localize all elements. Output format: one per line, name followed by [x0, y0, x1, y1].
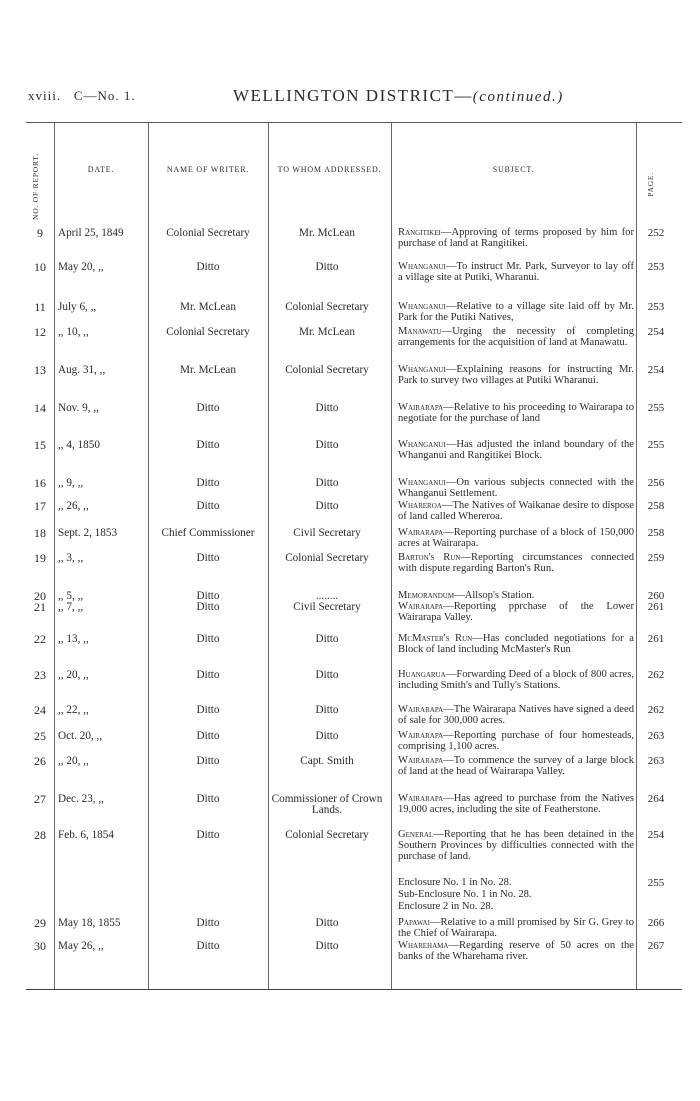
- subject-cell: [398, 528, 634, 550]
- addressee-cell: Mr. McLean: [299, 227, 355, 239]
- subject-heading: Manawatu: [398, 326, 442, 337]
- header-ref: C—No. 1.: [73, 88, 136, 103]
- subject-cell: [398, 262, 634, 284]
- subject-text: —Has agreed to purchase from the Natives 19,000 acres, including the site of Featherstone.: [398, 793, 634, 815]
- subject-heading: Papawai: [398, 917, 430, 928]
- subject-heading: Wairarapa: [398, 755, 444, 766]
- subject-heading: McMaster's Run: [398, 633, 473, 644]
- writer-cell: Ditto: [196, 829, 220, 841]
- page-number: 264: [647, 793, 665, 805]
- subject-text: —On various subjects connected with the Whanganui Settlement.: [398, 477, 634, 499]
- subject-text: Enclosure 2 in No. 28.: [398, 901, 494, 912]
- subject-heading: Rangitikei: [398, 227, 441, 238]
- subject-heading: Wairarapa: [398, 601, 444, 612]
- writer-cell: Ditto: [196, 500, 220, 512]
- subject-text: —The Natives of Waikanae desire to dispose of land called Whereroa.: [398, 500, 634, 522]
- subject-text: —Urging the necessity of completing arrangements for the acquisition of land at Manawatu.: [398, 326, 634, 348]
- addressee-cell: Colonial Secretary: [285, 829, 369, 841]
- writer-cell: Colonial Secretary: [166, 227, 250, 239]
- writer-cell: Ditto: [196, 755, 220, 767]
- writer-cell: Chief Commissioner: [161, 527, 255, 539]
- writer-cell: Ditto: [196, 940, 220, 952]
- writer-cell: Mr. McLean: [180, 301, 236, 313]
- writer-cell: Ditto: [196, 669, 220, 681]
- subject-heading: Wairarapa: [398, 704, 444, 715]
- column-header-to: TO WHOM ADDRESSED.: [277, 165, 382, 174]
- report-number: 15: [34, 438, 46, 452]
- page-number: 262: [647, 669, 665, 681]
- subject-text: —Relative to his proceeding to Wairarapa to negotiate for the purchase of land: [398, 402, 634, 424]
- writer-cell: Ditto: [196, 601, 220, 613]
- writer-cell: Ditto: [196, 633, 220, 645]
- subject-heading: Wairarapa: [398, 793, 444, 804]
- addressee-cell: Colonial Secretary: [285, 552, 369, 564]
- subject-cell: [398, 602, 634, 624]
- writer-cell: Mr. McLean: [180, 364, 236, 376]
- date-cell: ,, 26, ,,: [58, 500, 89, 512]
- subject-cell: [398, 553, 634, 575]
- addressee-cell: Ditto: [315, 633, 339, 645]
- report-number: 16: [34, 476, 46, 490]
- page-number: 254: [647, 364, 665, 376]
- addressee-cell: Ditto: [315, 730, 339, 742]
- date-cell: May 20, ,,: [58, 261, 104, 273]
- writer-cell: Ditto: [196, 730, 220, 742]
- addressee-cell: Ditto: [315, 669, 339, 681]
- page-number: 255: [647, 877, 665, 889]
- writer-cell: Ditto: [196, 704, 220, 716]
- page-number: 259: [647, 552, 665, 564]
- column-header-page: PAGE.: [646, 172, 655, 197]
- date-cell: Feb. 6, 1854: [58, 829, 114, 841]
- subject-text: —Relative to a village site laid off by Mr. Park for the Putiki Natives,: [398, 301, 634, 323]
- subject-text: —Reporting circumstances connected with dispute regarding Barton's Run.: [398, 552, 634, 574]
- subject-text: —Reporting that he has been detained in the Southern Provinces by difficulties connected with the purchase of land.: [398, 829, 634, 862]
- page-number: 253: [647, 301, 665, 313]
- page-number: 258: [647, 500, 665, 512]
- date-cell: ,, 20, ,,: [58, 669, 89, 681]
- date-cell: ,, 20, ,,: [58, 755, 89, 767]
- subject-cell: [398, 794, 634, 816]
- subject-heading: Whanganui: [398, 301, 446, 312]
- page-number: 253: [647, 261, 665, 273]
- addressee-cell: Capt. Smith: [300, 755, 354, 767]
- subject-heading: Wharehama: [398, 940, 449, 951]
- date-cell: ,, 9, ,,: [58, 477, 84, 489]
- table-bottom-rule: [26, 989, 682, 990]
- date-cell: Aug. 31, ,,: [58, 364, 106, 376]
- page-number: 252: [647, 227, 665, 239]
- subject-heading: Whanganui: [398, 364, 446, 375]
- date-cell: ,, 5, ,,: [58, 590, 84, 602]
- page-number: 258: [647, 527, 665, 539]
- header-left: [28, 88, 136, 104]
- subject-text: —Reporting purchase of a block of 150,000 acres at Wairarapa.: [398, 527, 634, 549]
- report-number: 14: [34, 401, 46, 415]
- date-cell: Dec. 23, ,,: [58, 793, 104, 805]
- subject-cell: [398, 501, 634, 523]
- date-cell: ,, 7, ,,: [58, 601, 84, 613]
- date-cell: Nov. 9, ,,: [58, 402, 99, 414]
- subject-text: —Has concluded negotiations for a Block of land including McMaster's Run: [398, 633, 634, 655]
- addressee-cell: Ditto: [315, 439, 339, 451]
- date-cell: Oct. 20, ,,: [58, 730, 103, 742]
- report-number: 25: [34, 729, 46, 743]
- writer-cell: Colonial Secretary: [166, 326, 250, 338]
- subject-text: —To instruct Mr. Park, Surveyor to lay off a village site at Putiki, Wharanui.: [398, 261, 634, 283]
- addressee-cell: Ditto: [315, 704, 339, 716]
- report-number: 11: [34, 300, 46, 314]
- column-header-subject: SUBJECT.: [492, 165, 535, 174]
- subject-heading: Barton's Run: [398, 552, 461, 563]
- subject-cell: [398, 228, 634, 250]
- addressee-cell: Ditto: [315, 477, 339, 489]
- table-top-rule: [26, 122, 682, 123]
- writer-cell: Ditto: [196, 439, 220, 451]
- report-number: 28: [34, 828, 46, 842]
- column-divider: [391, 122, 392, 989]
- subject-cell: [398, 403, 634, 425]
- subject-text: —Approving of terms proposed by him for purchase of land at Rangitikei.: [398, 227, 634, 249]
- page-number: 261: [647, 601, 665, 613]
- report-number: 29: [34, 916, 46, 930]
- page-number: 263: [647, 755, 665, 767]
- subject-cell: [398, 634, 634, 656]
- report-number: 17: [34, 499, 46, 513]
- report-number: 12: [34, 325, 46, 339]
- page-number: 262: [647, 704, 665, 716]
- subject-cell: [398, 302, 634, 324]
- report-number: 18: [34, 526, 46, 540]
- subject-heading: General: [398, 829, 434, 840]
- addressee-cell: Ditto: [315, 940, 339, 952]
- title-main: WELLINGTON DISTRICT—: [233, 86, 473, 105]
- subject-cell: [398, 365, 634, 387]
- addressee-cell: Civil Secretary: [293, 601, 361, 613]
- date-cell: April 25, 1849: [58, 227, 124, 239]
- subject-heading: Whanganui: [398, 477, 446, 488]
- page-number: 255: [647, 402, 665, 414]
- subject-cell: [398, 440, 634, 462]
- page-number: 256: [647, 477, 665, 489]
- report-number: 26: [34, 754, 46, 768]
- subject-text: Enclosure No. 1 in No. 28.: [398, 877, 512, 888]
- addressee-cell: Colonial Secretary: [285, 301, 369, 313]
- column-header-date: DATE.: [87, 165, 115, 174]
- page-number: 254: [647, 829, 665, 841]
- subject-text: —Forwarding Deed of a block of 800 acres, including Smith's and Tully's Stations.: [398, 669, 634, 691]
- subject-text: —Explaining reasons for instructing Mr. Park to survey two villages at Putiki Wharanui.: [398, 364, 634, 386]
- subject-cell: [398, 890, 634, 901]
- report-number: 27: [34, 792, 46, 806]
- subject-cell: [398, 830, 634, 862]
- report-number: 21: [34, 600, 46, 614]
- report-number: 22: [34, 632, 46, 646]
- subject-heading: Whareroa: [398, 500, 442, 511]
- column-header-writer: NAME OF WRITER.: [166, 165, 250, 174]
- page-number: 263: [647, 730, 665, 742]
- report-number: 20: [34, 589, 46, 603]
- report-number: 13: [34, 363, 46, 377]
- report-number: 19: [34, 551, 46, 565]
- writer-cell: Ditto: [196, 261, 220, 273]
- subject-cell: [398, 670, 634, 692]
- subject-cell: [398, 878, 634, 889]
- subject-text: —Allsop's Station.: [454, 590, 535, 601]
- subject-cell: [398, 902, 634, 913]
- page-number: 254: [647, 326, 665, 338]
- addressee-cell: ........: [315, 590, 339, 602]
- subject-cell: [398, 705, 634, 727]
- subject-text: —Relative to a mill promised by Sir G. Grey to the Chief of Wairarapa.: [398, 917, 634, 939]
- report-number: 24: [34, 703, 46, 717]
- page-number: 266: [647, 917, 665, 929]
- date-cell: ,, 4, 1850: [58, 439, 100, 451]
- subject-text: —Has adjusted the inland boundary of the Whanganui and Rangitikei Block.: [398, 439, 634, 461]
- subject-cell: [398, 756, 634, 778]
- report-number: 23: [34, 668, 46, 682]
- date-cell: ,, 22, ,,: [58, 704, 89, 716]
- column-divider: [54, 122, 55, 989]
- date-cell: May 18, 1855: [58, 917, 121, 929]
- date-cell: ,, 3, ,,: [58, 552, 84, 564]
- subject-heading: Whanganui: [398, 261, 446, 272]
- subject-cell: [398, 731, 634, 753]
- subject-heading: Wairarapa: [398, 527, 444, 538]
- column-header-no: NO. OF REPORT.: [31, 153, 40, 220]
- subject-heading: Huangarua: [398, 669, 446, 680]
- header-roman: xviii.: [28, 88, 62, 103]
- subject-text: —The Wairarapa Natives have signed a deed of sale for 300,000 acres.: [398, 704, 634, 726]
- addressee-cell: Mr. McLean: [299, 326, 355, 338]
- writer-cell: Ditto: [196, 402, 220, 414]
- report-number: 9: [37, 226, 43, 240]
- addressee-cell: Ditto: [315, 402, 339, 414]
- writer-cell: Ditto: [196, 917, 220, 929]
- report-number: 10: [34, 260, 46, 274]
- page-number: 255: [647, 439, 665, 451]
- subject-cell: [398, 941, 634, 963]
- subject-heading: Memorandum: [398, 590, 455, 601]
- writer-cell: Ditto: [196, 552, 220, 564]
- addressee-cell: Commissioner of Crown Lands.: [271, 793, 383, 817]
- subject-text: —Regarding reserve of 50 acres on the banks of the Wharehama river.: [398, 940, 634, 962]
- page-title: [233, 86, 564, 106]
- subject-cell: [398, 918, 634, 940]
- subject-text: Sub-Enclosure No. 1 in No. 28.: [398, 889, 532, 900]
- page-number: 260: [647, 590, 665, 602]
- page-header: [28, 86, 678, 108]
- addressee-cell: Ditto: [315, 261, 339, 273]
- page-number: 267: [647, 940, 665, 952]
- report-number: 30: [34, 939, 46, 953]
- addressee-cell: Ditto: [315, 917, 339, 929]
- title-italic: (continued.): [472, 89, 564, 105]
- subject-cell: [398, 478, 634, 500]
- subject-heading: Whanganui: [398, 439, 446, 450]
- addressee-cell: Ditto: [315, 500, 339, 512]
- date-cell: ,, 10, ,,: [58, 326, 89, 338]
- subject-cell: [398, 327, 634, 349]
- date-cell: May 26, ,,: [58, 940, 104, 952]
- subject-text: —Reporting purchase of four homesteads, comprising 1,100 acres.: [398, 730, 634, 752]
- addressee-cell: Colonial Secretary: [285, 364, 369, 376]
- subject-text: —To commence the survey of a large block of land at the head of Wairarapa Valley.: [398, 755, 634, 777]
- subject-heading: Wairarapa: [398, 730, 444, 741]
- date-cell: July 6, ,,: [58, 301, 97, 313]
- page-number: 261: [647, 633, 665, 645]
- writer-cell: Ditto: [196, 590, 220, 602]
- writer-cell: Ditto: [196, 477, 220, 489]
- subject-text: —Reporting pprchase of the Lower Wairarapa Valley.: [398, 601, 634, 623]
- date-cell: ,, 13, ,,: [58, 633, 89, 645]
- addressee-cell: Civil Secretary: [293, 527, 361, 539]
- column-divider: [268, 122, 269, 989]
- date-cell: Sept. 2, 1853: [58, 527, 118, 539]
- writer-cell: Ditto: [196, 793, 220, 805]
- subject-heading: Wairarapa: [398, 402, 444, 413]
